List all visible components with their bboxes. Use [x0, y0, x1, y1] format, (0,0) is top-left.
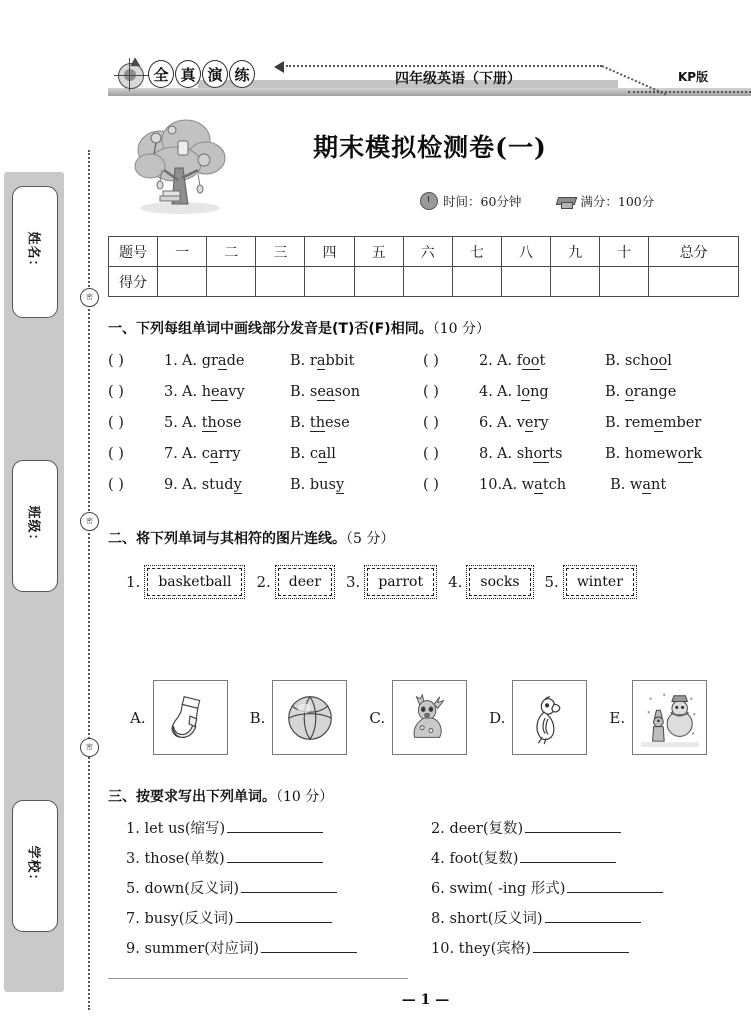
section-3-items	[108, 812, 739, 962]
answer-blank[interactable]	[525, 818, 621, 833]
pronunciation-item[interactable]	[108, 446, 423, 462]
seal-mark-icon: 密	[80, 512, 99, 531]
score-cell[interactable]	[158, 267, 207, 297]
score-cell[interactable]	[551, 267, 600, 297]
picture-label: C.	[369, 708, 386, 727]
item-number: 8.	[479, 445, 493, 462]
word-number: 4.	[448, 573, 463, 591]
snowman-winter-icon[interactable]	[632, 680, 707, 755]
banner-dotted-line	[286, 65, 602, 67]
option-a: A. grade	[182, 352, 245, 369]
answer-blank[interactable]	[227, 848, 323, 863]
word-box[interactable]: deer	[278, 568, 332, 596]
word-form-prompt: 10. they(宾格)	[431, 940, 531, 957]
score-col-header: 六	[403, 237, 452, 267]
match-word-slot	[448, 568, 530, 596]
picture-slot	[369, 680, 467, 755]
logo-char: 演	[202, 60, 228, 88]
section-1-items	[108, 345, 739, 500]
answer-paren[interactable]: ( )	[108, 445, 124, 462]
parrot-icon[interactable]	[512, 680, 587, 755]
item-number: 3.	[164, 383, 178, 400]
score-col-header: 三	[256, 237, 305, 267]
score-cell[interactable]	[256, 267, 305, 297]
student-school-field[interactable]	[12, 800, 58, 932]
score-cell[interactable]	[452, 267, 501, 297]
score-col-header: 七	[452, 237, 501, 267]
match-word-slot	[256, 568, 332, 596]
word-form-item	[431, 907, 736, 928]
item-row	[108, 376, 739, 407]
exam-duration	[420, 192, 521, 210]
option-a: A. heavy	[182, 383, 245, 400]
answer-paren[interactable]: ( )	[423, 476, 439, 493]
arrow-left-icon	[274, 61, 284, 73]
section-3-points: （10 分）	[276, 789, 334, 805]
logo-char: 练	[229, 60, 255, 88]
option-b: B. these	[290, 414, 350, 431]
option-a: A. shorts	[497, 445, 563, 462]
section-2-words	[108, 560, 739, 604]
item-number: 7.	[164, 445, 178, 462]
student-school-label: 学校：	[25, 844, 41, 888]
pronunciation-item[interactable]	[423, 477, 738, 493]
item-row	[108, 872, 739, 902]
picture-slot	[609, 680, 707, 755]
option-a: A. those	[182, 414, 242, 431]
word-form-prompt: 3. those(单数)	[126, 850, 225, 867]
section-2-pictures	[108, 680, 751, 755]
item-number: 10.	[479, 476, 503, 493]
answer-blank[interactable]	[545, 908, 641, 923]
option-a: A. long	[497, 383, 549, 400]
answer-paren[interactable]: ( )	[423, 445, 439, 462]
word-box[interactable]: socks	[469, 568, 530, 596]
score-cell[interactable]	[403, 267, 452, 297]
pronunciation-item[interactable]	[108, 353, 423, 369]
knowledge-tree-illustration	[120, 108, 240, 216]
word-number: 3.	[346, 573, 361, 591]
word-form-prompt: 9. summer(对应词)	[126, 940, 260, 957]
answer-paren[interactable]: ( )	[108, 476, 124, 493]
student-name-label: 姓名：	[25, 230, 41, 274]
word-form-prompt: 6. swim( -ing 形式)	[431, 880, 566, 897]
score-col-header: 二	[207, 237, 256, 267]
option-a: A. carry	[182, 445, 241, 462]
option-b: B. rabbit	[290, 352, 355, 369]
table-row-question-numbers	[109, 237, 739, 267]
item-row	[108, 902, 739, 932]
score-cell[interactable]	[600, 267, 649, 297]
pronunciation-item[interactable]	[423, 384, 738, 400]
deer-icon[interactable]	[392, 680, 467, 755]
item-row	[108, 407, 739, 438]
pronunciation-item[interactable]	[108, 415, 423, 431]
logo-char: 全	[148, 60, 174, 88]
seal-mark-icon: 密	[80, 738, 99, 757]
item-number: 1.	[164, 352, 178, 369]
exam-total-score	[557, 192, 654, 210]
word-number: 2.	[256, 573, 271, 591]
student-class-field[interactable]	[12, 460, 58, 592]
item-row	[108, 932, 739, 962]
score-col-header: 八	[501, 237, 550, 267]
pronunciation-item[interactable]	[423, 415, 738, 431]
answer-blank[interactable]	[241, 878, 337, 893]
score-cell[interactable]	[305, 267, 354, 297]
option-b: B. school	[605, 352, 672, 369]
section-heading-3	[108, 786, 333, 806]
section-2-points: （5 分）	[346, 531, 395, 547]
student-name-field[interactable]	[12, 186, 58, 318]
seal-mark-icon: 密	[80, 288, 99, 307]
word-form-item	[126, 907, 431, 928]
picture-label: B.	[249, 708, 266, 727]
score-cell[interactable]	[501, 267, 550, 297]
word-form-item	[431, 877, 736, 898]
row-label-score: 得分	[109, 267, 158, 297]
score-col-header: 九	[551, 237, 600, 267]
word-form-item	[126, 877, 431, 898]
match-word-slot	[346, 568, 434, 596]
section-heading-1	[108, 318, 490, 338]
binding-sidebar	[0, 0, 93, 1024]
item-row	[108, 469, 739, 500]
paper-body	[100, 0, 751, 1024]
section-heading-2	[108, 528, 394, 548]
word-form-prompt: 5. down(反义词)	[126, 880, 240, 897]
item-row	[108, 812, 739, 842]
option-a: A. study	[182, 476, 242, 493]
score-cell[interactable]	[207, 267, 256, 297]
option-b: B. remember	[605, 414, 702, 431]
word-form-prompt: 7. busy(反义词)	[126, 910, 234, 927]
answer-blank[interactable]	[236, 908, 332, 923]
pronunciation-item[interactable]	[423, 353, 738, 369]
picture-label: D.	[489, 708, 506, 727]
section-2-title: 二、将下列单词与其相符的图片连线。	[108, 531, 346, 547]
answer-blank[interactable]	[567, 878, 663, 893]
seal-dotted-line	[88, 150, 90, 1010]
picture-slot	[489, 680, 587, 755]
item-row	[108, 438, 739, 469]
exam-duration-label: 时间：60分钟	[443, 194, 522, 209]
basketball-icon[interactable]	[272, 680, 347, 755]
item-number: 4.	[479, 383, 493, 400]
answer-blank[interactable]	[227, 818, 323, 833]
score-col-header: 一	[158, 237, 207, 267]
answer-blank[interactable]	[533, 938, 629, 953]
word-form-item	[126, 847, 431, 868]
option-a: A. very	[497, 414, 549, 431]
answer-paren[interactable]: ( )	[423, 414, 439, 431]
exam-meta	[420, 190, 740, 212]
footer-rule	[108, 978, 408, 979]
word-form-prompt: 4. foot(复数)	[431, 850, 519, 867]
answer-paren[interactable]: ( )	[423, 383, 439, 400]
page-title: 期末模拟检测卷(一)	[313, 133, 547, 162]
word-form-prompt: 8. short(反义词)	[431, 910, 543, 927]
score-col-header: 四	[305, 237, 354, 267]
score-cell[interactable]	[354, 267, 403, 297]
word-form-item	[431, 847, 736, 868]
answer-paren[interactable]: ( )	[108, 414, 124, 431]
picture-label: E.	[609, 708, 626, 727]
picture-slot	[250, 680, 348, 755]
option-b: B. call	[290, 445, 336, 462]
answer-blank[interactable]	[520, 848, 616, 863]
header-banner	[108, 56, 751, 100]
student-class-label: 班级：	[25, 504, 41, 548]
page-number: — 1 —	[401, 992, 450, 1008]
option-b: B. homework	[605, 445, 703, 462]
word-form-prompt: 2. deer(复数)	[431, 820, 524, 837]
answer-paren[interactable]: ( )	[108, 352, 124, 369]
word-box[interactable]: parrot	[367, 568, 434, 596]
option-b: B. orange	[605, 383, 677, 400]
pronunciation-item[interactable]	[108, 384, 423, 400]
dart-target-icon	[116, 57, 150, 91]
word-form-item	[431, 937, 736, 958]
picture-slot	[130, 680, 228, 755]
option-a: A. watch	[502, 476, 567, 493]
answer-paren[interactable]: ( )	[423, 352, 439, 369]
item-number: 5.	[164, 414, 178, 431]
score-col-header: 十	[600, 237, 649, 267]
item-row	[108, 842, 739, 872]
pronunciation-item[interactable]	[108, 477, 423, 493]
edition-label: KP版	[678, 70, 709, 84]
item-number: 2.	[479, 352, 493, 369]
word-form-prompt: 1. let us(缩写)	[126, 820, 226, 837]
subject-title: 四年级英语（下册）	[395, 71, 521, 87]
sock-icon[interactable]	[153, 680, 228, 755]
answer-paren[interactable]: ( )	[108, 383, 124, 400]
score-cell[interactable]	[649, 267, 739, 297]
word-form-item	[126, 817, 431, 838]
series-logo	[116, 56, 266, 92]
score-col-header: 总分	[649, 237, 739, 267]
word-box[interactable]: basketball	[147, 568, 242, 596]
option-b: B. busy	[290, 476, 345, 493]
answer-blank[interactable]	[261, 938, 357, 953]
clock-icon	[420, 192, 438, 210]
picture-label: A.	[130, 708, 146, 727]
graduation-cap-icon	[557, 194, 575, 208]
option-a: A. foot	[497, 352, 546, 369]
table-row-scores	[109, 267, 739, 297]
word-box[interactable]: winter	[566, 568, 634, 596]
word-number: 1.	[126, 573, 141, 591]
match-word-slot	[545, 568, 634, 596]
score-table	[108, 236, 739, 297]
word-form-item	[431, 817, 736, 838]
score-col-header: 五	[354, 237, 403, 267]
item-number: 6.	[479, 414, 493, 431]
row-label-question: 题号	[109, 237, 158, 267]
section-1-points: （10 分）	[432, 321, 490, 337]
option-b: B. want	[610, 476, 667, 493]
pronunciation-item[interactable]	[423, 446, 738, 462]
exam-total-score-label: 满分：100分	[580, 194, 655, 209]
item-row	[108, 345, 739, 376]
match-word-slot	[126, 568, 242, 596]
logo-char: 真	[175, 60, 201, 88]
banner-dotted-line-right	[628, 91, 751, 93]
item-number: 9.	[164, 476, 178, 493]
section-3-title: 三、按要求写出下列单词。	[108, 789, 276, 805]
section-1-title: 一、下列每组单词中画线部分发音是(T)否(F)相同。	[108, 321, 433, 337]
option-b: B. season	[290, 383, 361, 400]
word-number: 5.	[544, 573, 559, 591]
word-form-item	[126, 937, 431, 958]
